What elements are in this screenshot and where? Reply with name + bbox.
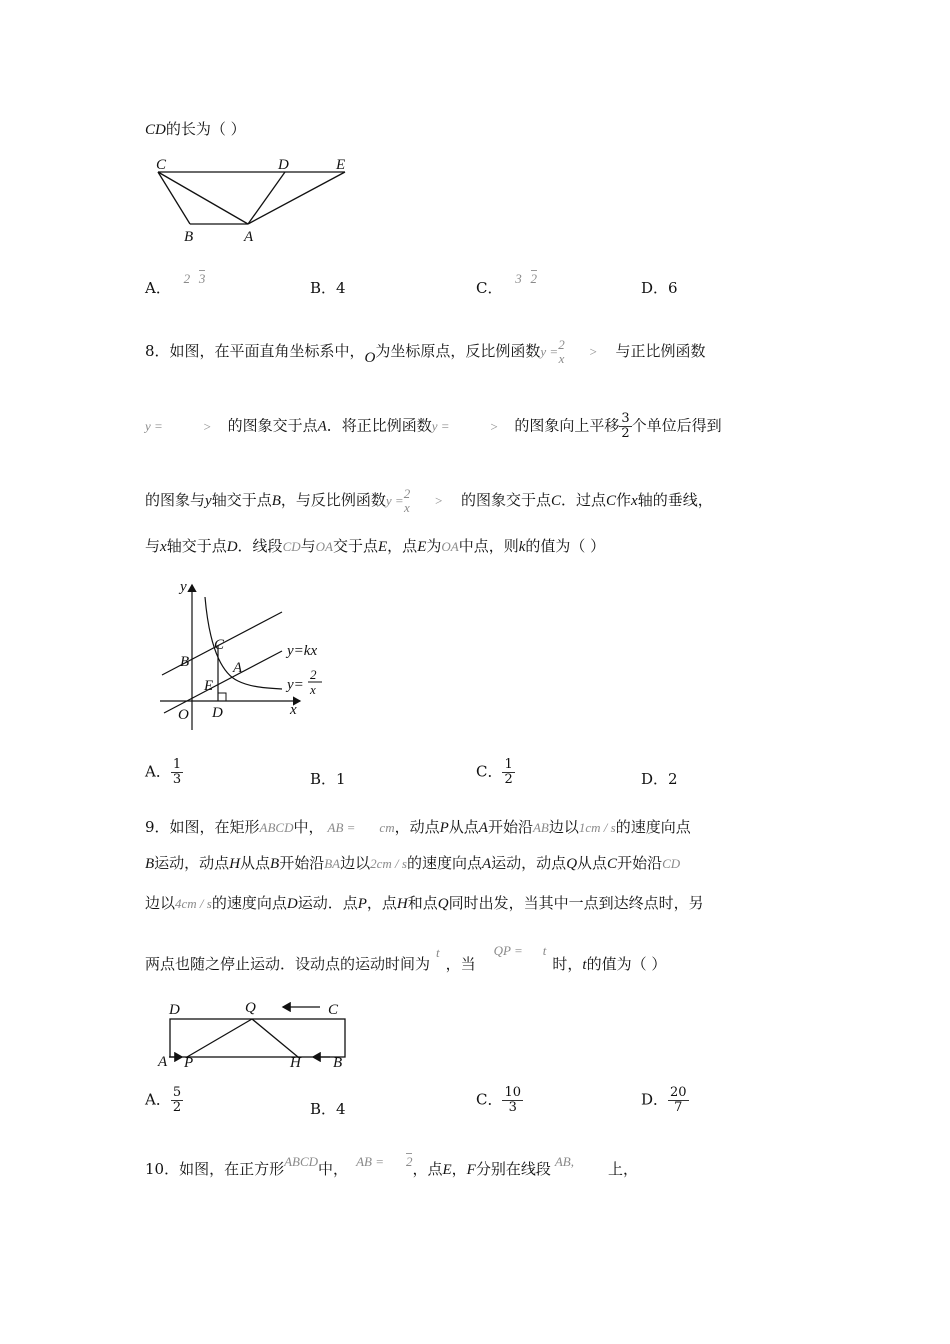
q8-label-two: 2 xyxy=(310,667,317,682)
q8-option-b[interactable]: B．1 xyxy=(310,770,346,788)
q8-line-4: 与x轴交于点D．线段CD与OA交于点E，点E为OA中点，则k的值为（ ） xyxy=(145,537,606,555)
q9-line-3: 边以4cm / s的速度向点D运动．点P，点H和点Q同时出发，当其中一点到达终点时，另 xyxy=(145,894,704,912)
q8-option-d[interactable]: D．2 xyxy=(641,770,678,788)
q7-option-b[interactable]: B．4 xyxy=(310,279,346,297)
q7-figure xyxy=(150,152,360,248)
q9-label-d: D xyxy=(169,1002,180,1018)
q7-label-b: B xyxy=(184,229,194,244)
q7-stem-tail: CD的长为（ ） xyxy=(145,120,246,138)
q8-option-c[interactable]: C． $\frac{1}{2}$ xyxy=(476,757,513,787)
q8-label-c: C xyxy=(214,637,225,653)
q10-line-1: 10．如图，在正方形ABCD中， AB = 2，点E，F分别在线段 AB, 上， xyxy=(145,1154,639,1178)
q7-label-e: E xyxy=(336,157,346,173)
q9-option-c[interactable]: C． $\frac{10}{3}$ xyxy=(476,1085,522,1115)
q7-label-c: C xyxy=(156,157,167,173)
q8-figure xyxy=(150,575,340,739)
q9-line-2: B运动，动点H从点B开始沿BA边以2cm / s的速度向点A运动，动点Q从点C开始沿CD xyxy=(145,854,681,872)
q7-option-d[interactable]: D．6 xyxy=(641,279,678,297)
q9-line-1: 9．如图，在矩形ABCD中， AB = cm，动点P从点A开始沿AB边以1cm / s的速度向点 xyxy=(145,818,691,836)
q8-label-y-axis: y xyxy=(180,579,187,595)
q8-label-d: D xyxy=(212,705,223,721)
q9-line-4: 两点也随之停止运动．设动点的运动时间为t，当QP = t时，t的值为（ ） xyxy=(145,943,667,973)
q9-label-b: B xyxy=(333,1055,343,1071)
q7-option-a[interactable]: A． 2 3 xyxy=(145,271,206,297)
q8-line-2: y = > 的图象交于点A．将正比例函数y = > 的图象向上平移 $\frac{3}{2}$ 个单位后得到 xyxy=(145,411,722,441)
q8-label-ykx: y=kx xyxy=(287,643,318,659)
q8-line-1: 8．如图，在平面直角坐标系中，O为坐标原点，反比例函数y = 2 x > 与正比例函数 xyxy=(145,337,706,366)
q9-label-q: Q xyxy=(245,1000,256,1016)
q8-label-x-axis: x xyxy=(290,702,297,718)
q8-label-x-den: x xyxy=(310,682,316,697)
q9-option-d[interactable]: D． $\frac{20}{7}$ xyxy=(641,1085,687,1115)
q9-option-a[interactable]: A． $\frac{5}{2}$ xyxy=(145,1085,182,1115)
q8-label-b: B xyxy=(180,654,190,670)
q7-segment-cd: CD xyxy=(145,122,166,138)
q8-option-a[interactable]: A． $\frac{1}{3}$ xyxy=(145,757,182,787)
q7-option-c[interactable]: C． 3 2 xyxy=(476,271,538,297)
q8-label-e: E xyxy=(204,678,214,694)
q7-label-d: D xyxy=(278,157,289,173)
q9-option-b[interactable]: B．4 xyxy=(310,1100,346,1118)
q9-label-p: P xyxy=(184,1055,194,1071)
q9-label-c: C xyxy=(328,1002,339,1018)
q9-label-a: A xyxy=(158,1054,168,1070)
q9-figure xyxy=(155,995,355,1079)
q8-label-a: A xyxy=(233,660,243,676)
q9-label-h: H xyxy=(290,1055,301,1071)
q8-line-3: 的图象与y轴交于点B，与反比例函数y = 2 x > 的图象交于点C．过点C作x轴的垂线， xyxy=(145,486,713,515)
q7-label-a: A xyxy=(244,229,254,244)
q8-label-o: O xyxy=(178,707,189,723)
q8-label-y-eq: y= xyxy=(287,677,304,693)
